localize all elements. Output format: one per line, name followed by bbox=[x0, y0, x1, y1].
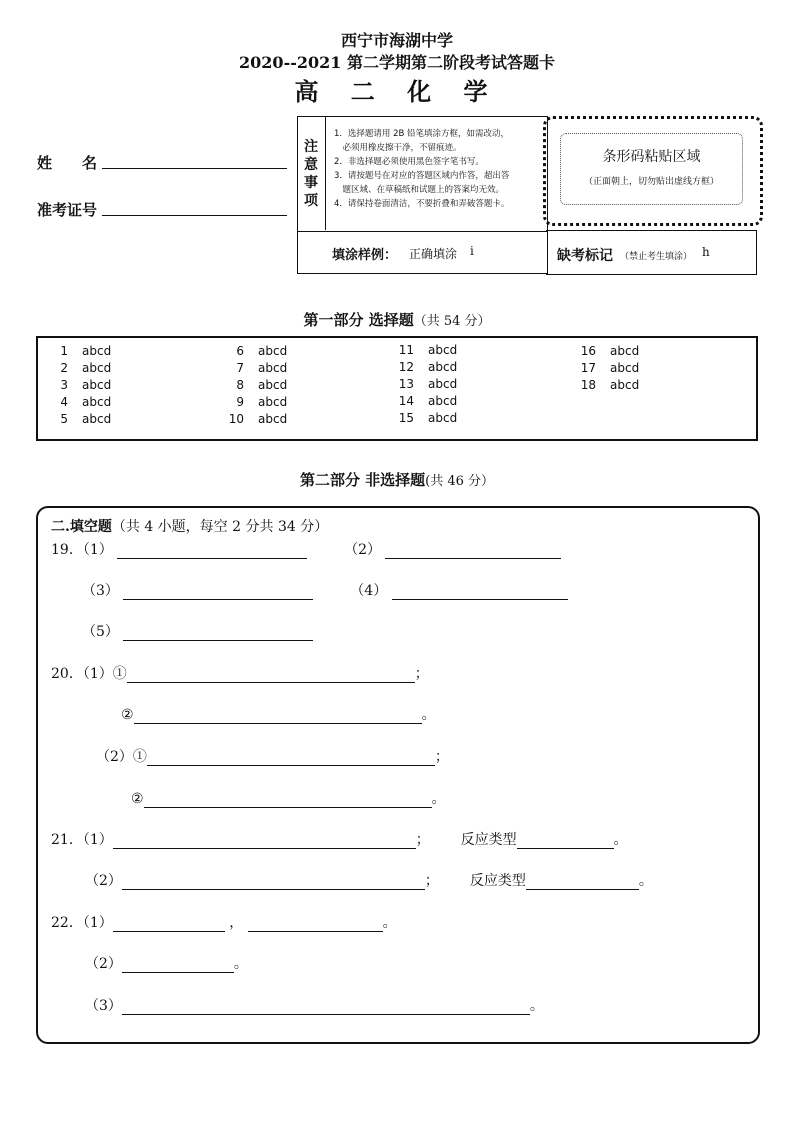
notice-item: 4．请保持卷面清洁，不要折叠和弄破答题卡。 bbox=[334, 199, 510, 209]
fill-example-label: 填涂样例： bbox=[332, 248, 398, 263]
answer-line[interactable] bbox=[123, 625, 313, 641]
answer-line[interactable] bbox=[517, 833, 614, 849]
choice-column bbox=[48, 344, 111, 429]
choice-item[interactable]: 15 abcd bbox=[398, 411, 458, 425]
answer-line[interactable] bbox=[248, 916, 383, 932]
q20-row4: ② 。 bbox=[131, 791, 446, 807]
fill-example-text: 正确填涂 bbox=[409, 247, 458, 261]
choice-item[interactable]: 13 abcd bbox=[398, 377, 458, 391]
fill-example-mark: i bbox=[470, 244, 474, 258]
answer-line[interactable] bbox=[392, 584, 568, 600]
choice-item[interactable]: 8 abcd bbox=[236, 378, 288, 392]
choice-item[interactable]: 14 abcd bbox=[398, 394, 458, 408]
choice-item[interactable]: 4 abcd bbox=[60, 395, 112, 409]
q19-row2: （3） （4） bbox=[82, 580, 568, 600]
exam-title: 2020--2021 第二学期第二阶段考试答题卡 bbox=[239, 53, 555, 72]
notice-item: 必须用橡皮擦干净，不留痕迹。 bbox=[334, 143, 462, 153]
q21-row2: （2） ； 反应类型 。 bbox=[85, 873, 653, 889]
choice-item[interactable]: 7 abcd bbox=[236, 361, 288, 375]
answer-line[interactable] bbox=[526, 874, 639, 890]
part2-title: 第二部分 非选择题(共 46 分） bbox=[299, 471, 495, 489]
answer-line[interactable] bbox=[117, 543, 307, 559]
answer-line[interactable] bbox=[144, 792, 432, 808]
absent-note: （禁止考生填涂） bbox=[620, 252, 693, 262]
notice-list bbox=[334, 127, 544, 211]
answer-line[interactable] bbox=[122, 874, 425, 890]
section-heading: 二.填空题（共 4 小题，每空 2 分共 34 分） bbox=[51, 519, 329, 535]
name-label: 姓 名 bbox=[37, 154, 98, 172]
q20-row3: （2）① ； bbox=[96, 749, 449, 765]
choice-column bbox=[576, 344, 639, 395]
choice-item[interactable]: 6 abcd bbox=[236, 344, 288, 358]
answer-line[interactable] bbox=[147, 750, 435, 766]
notice-item: 3．请按题号在对应的答题区域内作答，超出答 bbox=[334, 171, 510, 181]
choice-item[interactable]: 17 abcd bbox=[580, 361, 640, 375]
choice-column bbox=[394, 343, 457, 428]
reaction-type-label: 反应类型 bbox=[469, 873, 526, 889]
answer-line[interactable] bbox=[113, 916, 225, 932]
subject-title: 高 二 化 学 bbox=[294, 77, 500, 106]
answer-line[interactable] bbox=[122, 957, 234, 973]
answer-line[interactable] bbox=[134, 708, 422, 724]
choice-item[interactable]: 3 abcd bbox=[60, 378, 112, 392]
q21-row1: 21．（1） ； 反应类型 。 bbox=[51, 832, 628, 848]
q22-row1: 22．（1） ， 。 bbox=[51, 915, 397, 931]
q22-row3: （3） 。 bbox=[85, 998, 544, 1014]
choice-item[interactable]: 18 abcd bbox=[580, 378, 640, 392]
reaction-type-label: 反应类型 bbox=[460, 832, 517, 848]
choice-item[interactable]: 11 abcd bbox=[398, 343, 458, 357]
answer-line[interactable] bbox=[122, 999, 530, 1015]
absent-label: 缺考标记 bbox=[557, 248, 613, 264]
id-field[interactable] bbox=[102, 197, 287, 216]
id-label: 准考证号 bbox=[37, 201, 98, 219]
answer-line[interactable] bbox=[385, 543, 561, 559]
notice-item: 题区域、在草稿纸和试题上的答案均无效。 bbox=[334, 185, 505, 195]
fill-example-box bbox=[297, 230, 548, 274]
choice-item[interactable]: 1 abcd bbox=[60, 344, 112, 358]
answer-line[interactable] bbox=[113, 833, 416, 849]
q19-row3: （5） bbox=[82, 621, 313, 641]
choice-item[interactable]: 9 abcd bbox=[236, 395, 288, 409]
barcode-paste-zone bbox=[560, 133, 743, 205]
choice-column bbox=[224, 344, 287, 429]
choice-item[interactable]: 12 abcd bbox=[398, 360, 458, 374]
q20-row2: ② 。 bbox=[121, 707, 436, 723]
absent-mark[interactable]: h bbox=[702, 245, 710, 259]
part1-points: （共 54 分） bbox=[413, 314, 491, 329]
choice-item[interactable]: 10 abcd bbox=[228, 412, 288, 426]
q22-row2: （2） 。 bbox=[85, 956, 248, 972]
answer-line[interactable] bbox=[127, 667, 415, 683]
part1-title: 第一部分 选择题（共 54 分） bbox=[303, 311, 491, 329]
barcode-note: （正面朝上，切勿贴出虚线方框） bbox=[583, 177, 719, 187]
choice-item[interactable]: 5 abcd bbox=[60, 412, 112, 426]
absent-box bbox=[546, 230, 757, 275]
choice-item[interactable]: 2 abcd bbox=[60, 361, 112, 375]
school-name: 西宁市海湖中学 bbox=[340, 31, 453, 50]
barcode-title: 条形码粘贴区域 bbox=[602, 149, 701, 165]
q19-row1: 19．（1） （2） bbox=[51, 539, 561, 559]
notice-item: 2．非选择题必须使用黑色签字笔书写。 bbox=[334, 157, 484, 167]
part2-points: (共 46 分） bbox=[425, 474, 495, 489]
q20-row1: 20．（1）① ； bbox=[51, 666, 429, 682]
notice-heading: 注 意 事 项 bbox=[304, 139, 318, 209]
choice-item[interactable]: 16 abcd bbox=[580, 344, 640, 358]
answer-line[interactable] bbox=[123, 584, 313, 600]
name-field[interactable] bbox=[102, 150, 287, 169]
notice-item: 1．选择题请用 2B 铅笔填涂方框，如需改动， bbox=[334, 129, 510, 139]
